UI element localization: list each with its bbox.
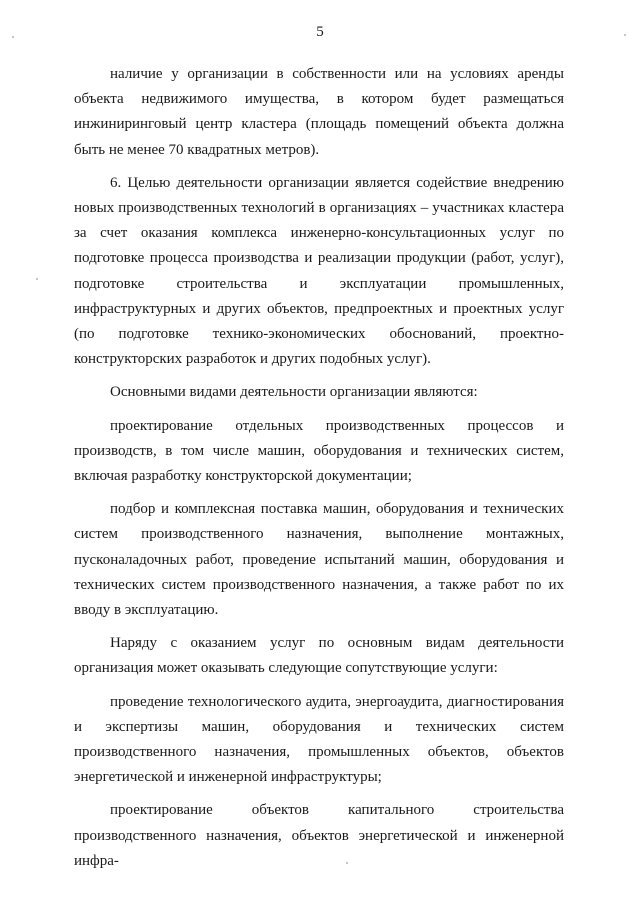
- paragraph-main-activities-intro: Основными видами деятельности организации являются:: [110, 384, 478, 401]
- paragraph-organization-goal: 6. Целью деятельности организации является содействие внедрению новых производственных технологий в организациях – участниках кластера за счет оказания комплекса инженерно-консультационных услуг по подготовке процесса производства и реализации продукции (работ, услуг), подготовке строительства и эксплуатации промышленных, инфраструктурных и других объектов, предпроектных и проектных услуг (по подготовке технико-экономических обоснований, проектно-конструкторских разработок и других подобных услуг).: [74, 174, 564, 368]
- scan-speck: [12, 36, 14, 38]
- scan-speck: [36, 278, 38, 280]
- paragraph-equipment-supply: подбор и комплексная поставка машин, оборудования и технических систем производственного назначения, выполнение монтажных, пусконаладочных работ, проведение испытаний машин, оборудования и технических систем производственного назначения, а также работ по их вводу в эксплуатацию.: [74, 501, 564, 619]
- paragraph-capital-construction-design: проектирование объектов капитального строительства производственного назначения, объектов энергетической и инженерной инфра-: [74, 802, 564, 869]
- paragraph-technology-audit: проведение технологического аудита, энергоаудита, диагностирования и экспертизы машин, оборудования и технических систем производственного назначения, промышленных объектов, объектов энергетической и инженерной инфраструктуры;: [74, 693, 564, 786]
- document-body: [74, 62, 564, 874]
- paragraph-design-processes: проектирование отдельных производственных процессов и производств, в том числе машин, оборудования и технических систем, включая разработку конструкторской документации;: [74, 417, 564, 485]
- paragraph-real-estate-requirement: наличие у организации в собственности или на условиях аренды объекта недвижимого имущества, в котором будет размещаться инжиниринговый центр кластера (площадь помещений объекта должна быть не менее 70 квадратных метров).: [74, 66, 564, 158]
- scan-speck: [346, 862, 348, 864]
- paragraph-related-services-intro: Наряду с оказанием услуг по основным видам деятельности организация может оказывать следующие сопутствующие услуги:: [74, 635, 564, 677]
- scan-speck: [624, 34, 626, 36]
- page-number: 5: [316, 24, 324, 40]
